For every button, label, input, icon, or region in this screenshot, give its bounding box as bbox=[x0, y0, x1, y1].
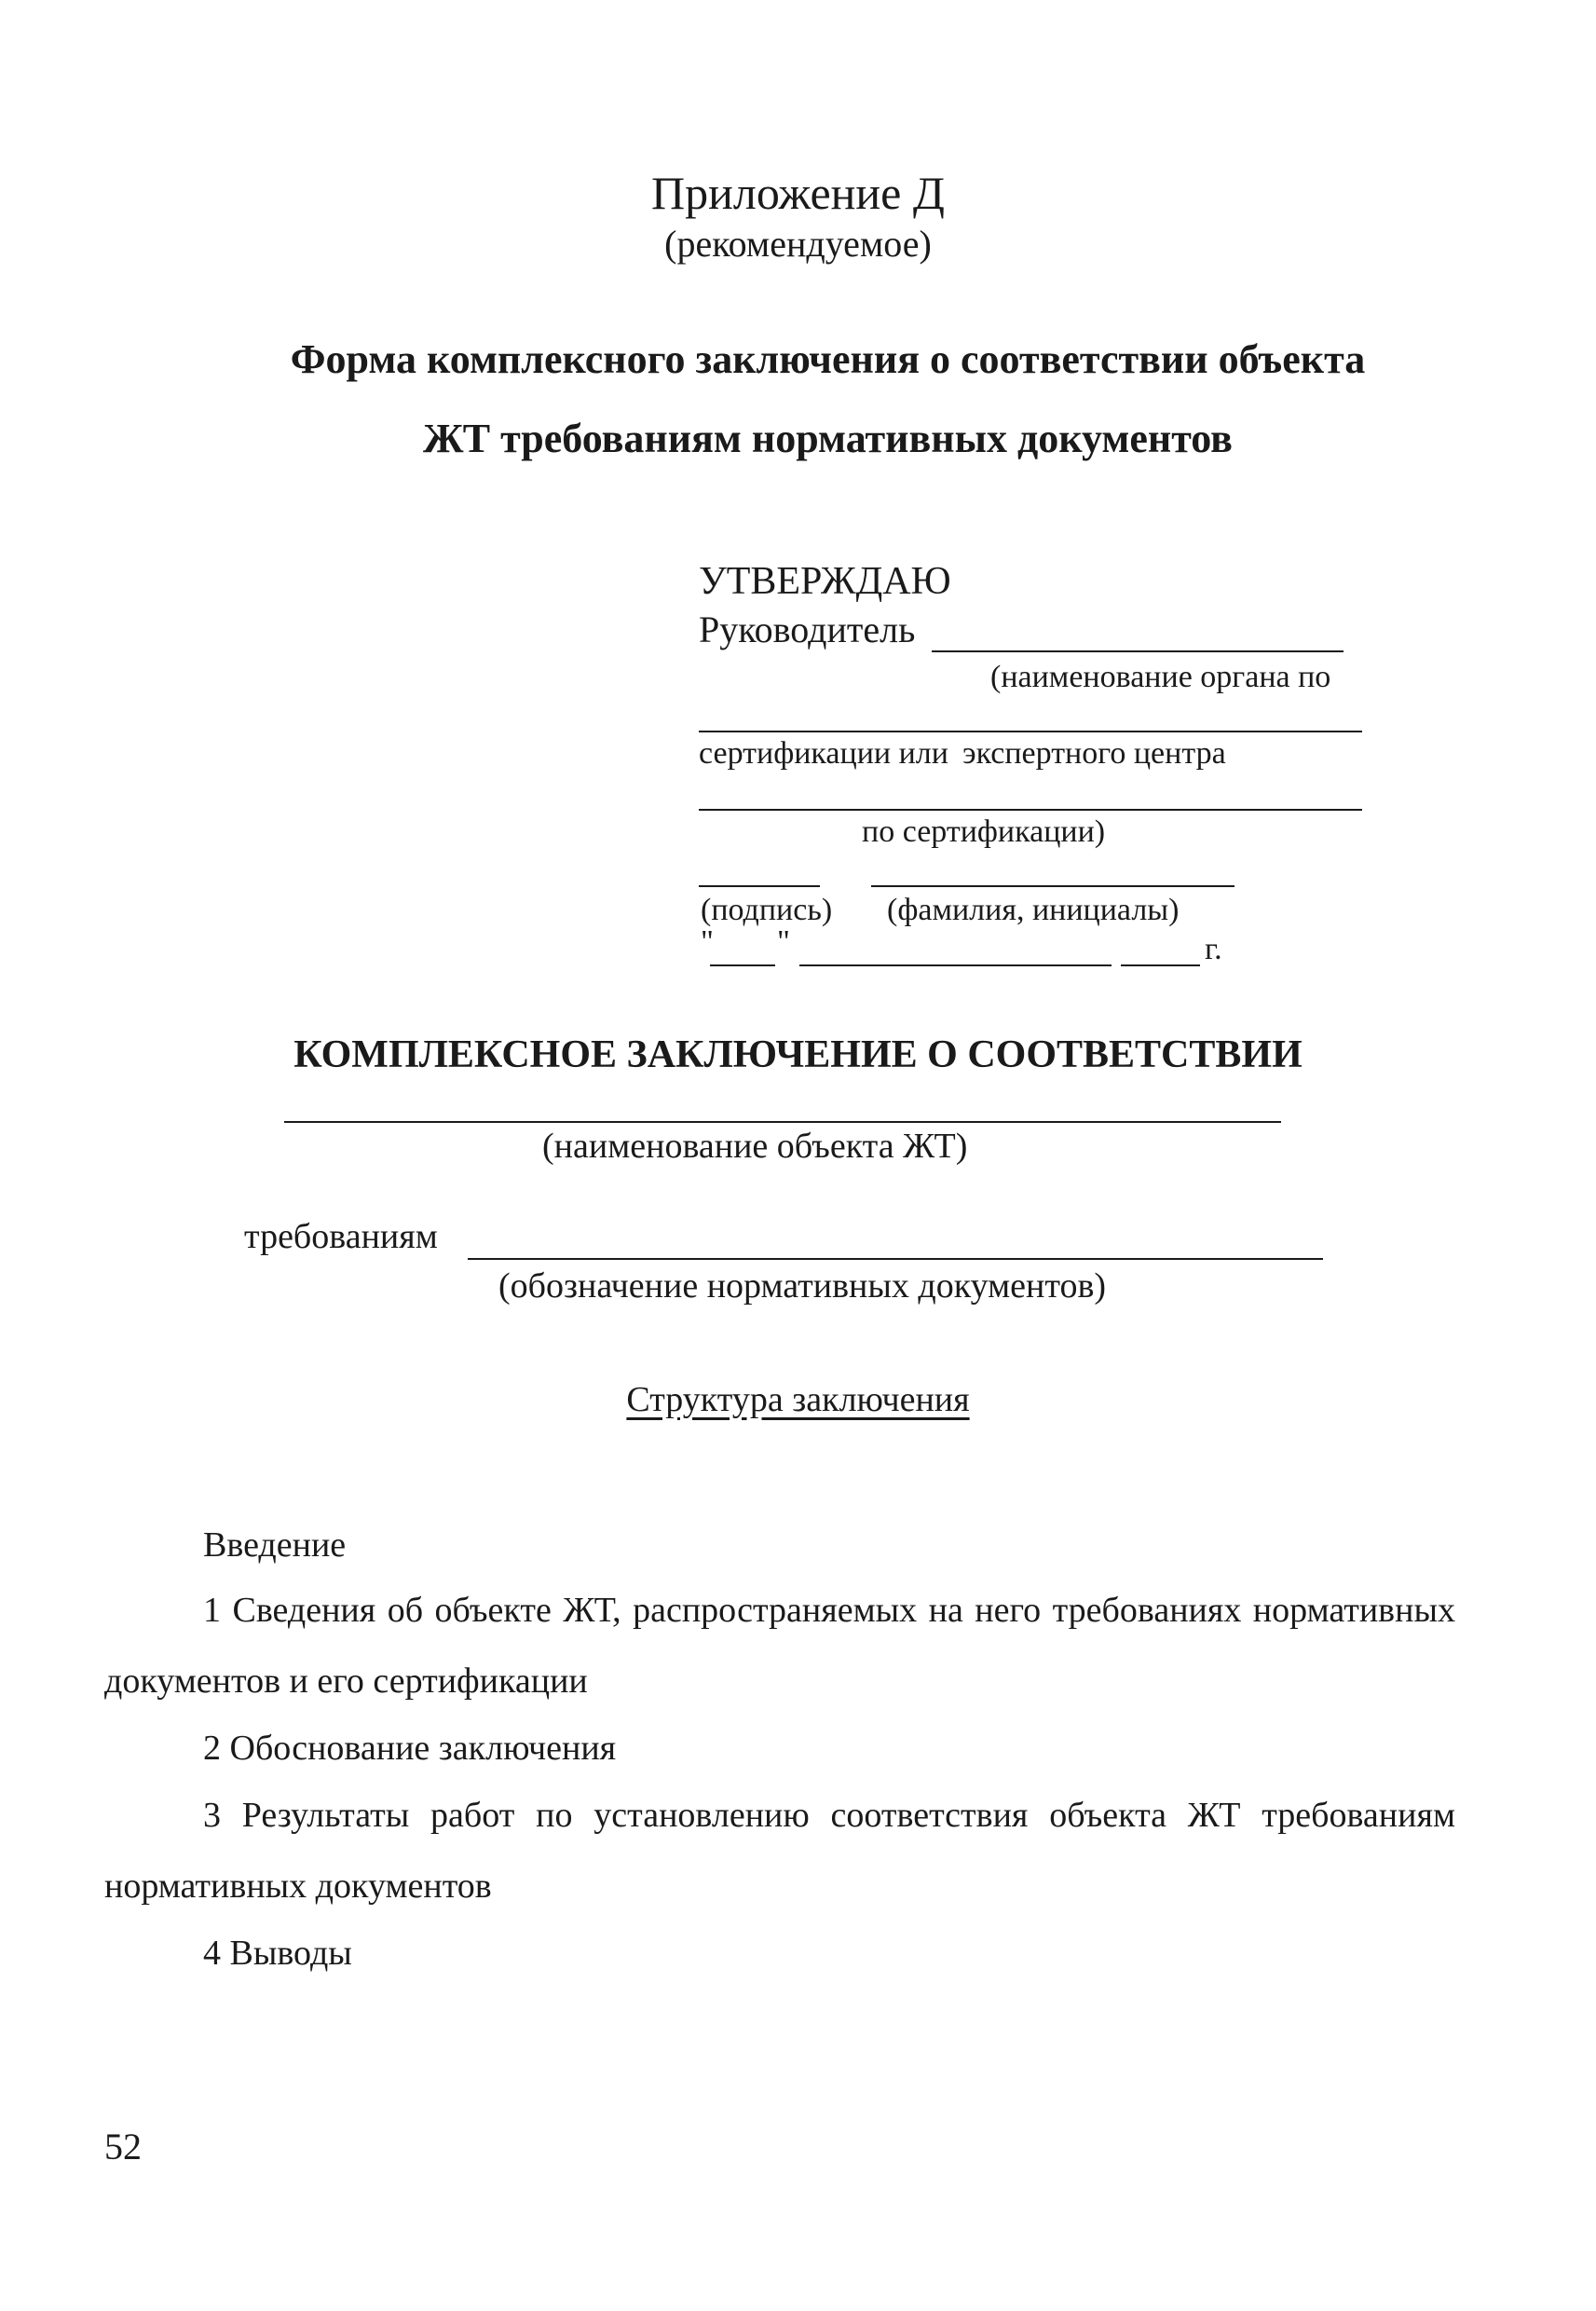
approval-caption-1: (наименование органа по bbox=[990, 660, 1331, 694]
signature-line bbox=[699, 885, 820, 887]
structure-intro: Введение bbox=[203, 1525, 347, 1565]
name-line bbox=[871, 885, 1235, 887]
object-caption: (наименование объекта ЖТ) bbox=[542, 1127, 968, 1166]
object-name-line bbox=[284, 1121, 1281, 1123]
appendix-note: (рекомендуемое) bbox=[664, 223, 932, 265]
org-line-1 bbox=[699, 731, 1362, 732]
appendix-title: Приложение Д bbox=[651, 167, 945, 219]
date-quote-close: " bbox=[777, 924, 790, 959]
page-number: 52 bbox=[104, 2126, 142, 2167]
name-caption: (фамилия, инициалы) bbox=[887, 893, 1180, 927]
approval-heading: УТВЕРЖДАЮ bbox=[699, 560, 951, 603]
structure-item-1: 1 Сведения об объекте ЖТ, распространяемых на него требованиях нормативных документов и его сертификации bbox=[104, 1591, 1455, 1701]
org-line-2 bbox=[699, 809, 1362, 811]
conclusion-title: КОМПЛЕКСНОЕ ЗАКЛЮЧЕНИЕ О СООТВЕТСТВИИ bbox=[293, 1033, 1303, 1076]
date-month-line bbox=[799, 964, 1112, 966]
date-day-line bbox=[710, 964, 775, 966]
approval-head-label: Руководитель bbox=[699, 609, 916, 650]
date-year-suffix: г. bbox=[1205, 932, 1222, 966]
date-year-line bbox=[1121, 964, 1200, 966]
approval-caption-2a: сертификации или bbox=[699, 736, 948, 771]
structure-item-2: 2 Обоснование заключения bbox=[203, 1729, 617, 1768]
date-quote-open: " bbox=[701, 924, 714, 959]
requirements-label: требованиям bbox=[244, 1217, 438, 1256]
structure-heading bbox=[0, 1379, 1596, 1420]
approval-caption-3: по сертификации) bbox=[862, 814, 1106, 849]
approval-caption-2b: экспертного центра bbox=[962, 736, 1226, 771]
documents-line bbox=[468, 1258, 1323, 1260]
form-title-line2: ЖТ требованиям нормативных документов bbox=[423, 416, 1233, 461]
signature-caption: (подпись) bbox=[701, 893, 833, 927]
structure-item-4: 4 Выводы bbox=[203, 1934, 352, 1973]
structure-item-3: 3 Результаты работ по установлению соответствия объекта ЖТ требованиям нормативных документов bbox=[104, 1796, 1455, 1906]
head-name-line bbox=[932, 650, 1344, 652]
form-title-line1: Форма комплексного заключения о соответствии объекта bbox=[290, 336, 1366, 382]
documents-caption: (обозначение нормативных документов) bbox=[498, 1266, 1107, 1306]
structure-heading-text: Структура заключения bbox=[626, 1380, 970, 1419]
